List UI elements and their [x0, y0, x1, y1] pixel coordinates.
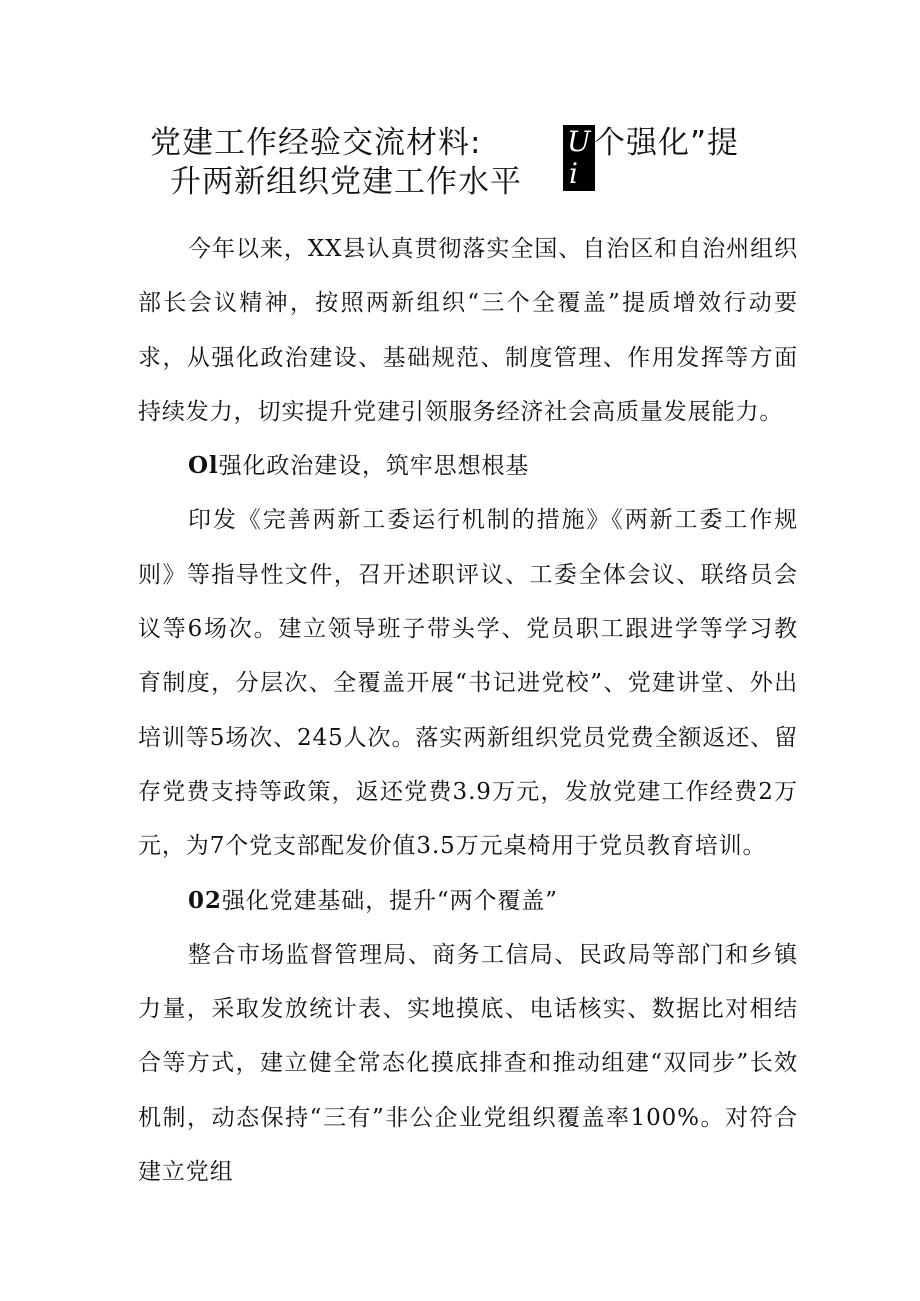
document-body — [138, 222, 798, 1199]
intro-paragraph: 今年以来，XX县认真贯彻落实全国、自治区和自治州组织部长会议精神，按照两新组织“三个全覆盖”提质增效行动要求，从强化政治建设、基础规范、制度管理、作用发挥等方面持续发力，切实提升党建引领服务经济社会高质量发展能力。 — [138, 236, 798, 425]
title-line-1-left: 党建工作经验交流材料: — [150, 125, 482, 161]
section-title-2: 强化党建基础，提升“两个覆盖” — [221, 887, 558, 914]
title-line-1-right: 个强化”提 — [594, 125, 740, 161]
title-mark-lower: i — [569, 157, 578, 190]
section-heading-1 — [138, 439, 798, 493]
section-number-1: Ol — [188, 452, 219, 480]
title-mark-upper: U — [567, 125, 591, 158]
section-title-1: 强化政治建设，筑牢思想根基 — [218, 453, 530, 480]
section-1-paragraph: 印发《完善两新工委运行机制的措施》《两新工委工作规则》等指导性文件，召开述职评议、工委全体会议、联络员会议等6场次。建立领导班子带头学、党员职工跟进学等学习教育制度，分层次、全覆盖开展“书记进党校”、党建讲堂、外出培训等5场次、245人次。落实两新组织党员党费全额返还、留存党费支持等政策，返还党费3.9万元，发放党建工作经费2万元，为7个党支部配发价值3.5万元桌椅用于党员教育培训。 — [138, 507, 798, 860]
section-heading-2 — [138, 874, 798, 928]
title-artifact-mark — [563, 125, 595, 191]
section-2-paragraph: 整合市场监督管理局、商务工信局、民政局等部门和乡镇力量，采取发放统计表、实地摸底、电话核实、数据比对相结合等方式，建立健全常态化摸底排查和推动组建“双同步”长效机制，动态保持“三有”非公企业党组织覆盖率100%。对符合建立党组 — [138, 941, 798, 1186]
document-title — [0, 0, 920, 210]
section-number-2: 02 — [188, 886, 222, 914]
title-line-2: 升两新组织党建工作水平 — [170, 164, 522, 200]
